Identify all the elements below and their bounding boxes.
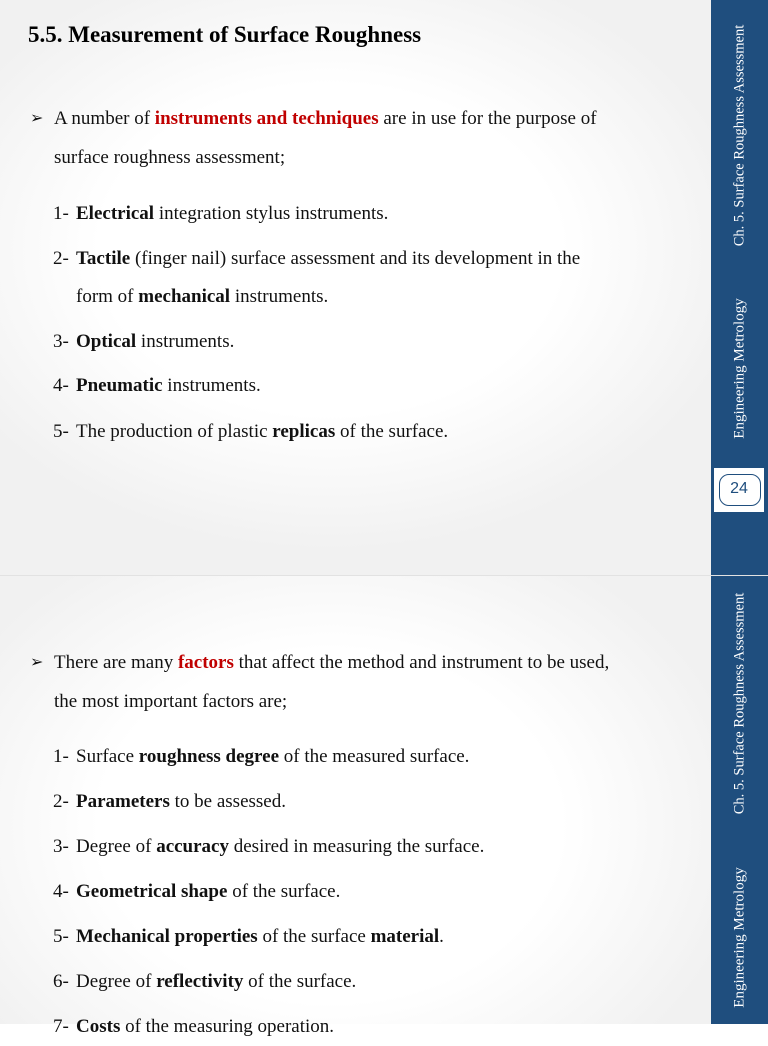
list-item: 7-Costs of the measuring operation. <box>53 1016 335 1037</box>
list-item: 1-Surface roughness degree of the measured surface. <box>53 746 470 767</box>
slide-title: 5.5. Measurement of Surface Roughness <box>28 22 422 47</box>
list-item: 3-Degree of accuracy desired in measuring the surface. <box>53 836 485 857</box>
arrow-bullet-icon: ➢ <box>30 652 44 671</box>
highlight-text: instruments and techniques <box>154 108 379 129</box>
course-label: Engineering Metrology <box>731 297 748 439</box>
list-item: 6-Degree of reflectivity of the surface. <box>53 971 357 992</box>
page-number: 24 <box>730 480 748 497</box>
list-item: 4-Pneumatic instruments. <box>53 375 261 396</box>
arrow-bullet-icon: ➢ <box>30 108 44 127</box>
list-item: 4-Geometrical shape of the surface. <box>53 881 341 902</box>
slide-sidebar <box>711 576 768 1024</box>
intro-paragraph: ➢ There are many factors that affect the method and instrument to be used, the most important factors are; <box>30 642 682 721</box>
list-item: 5-The production of plastic replicas of the surface. <box>53 421 449 442</box>
chapter-label: Ch. 5. Surface Roughness Assessment <box>730 24 747 246</box>
page-number-badge <box>714 468 764 512</box>
list-item: 2-Tactile (finger nail) surface assessment and its development in the form of mechanical instruments. <box>53 248 581 307</box>
list-item: 5-Mechanical properties of the surface material. <box>53 926 444 947</box>
course-label: Engineering Metrology <box>731 866 748 1008</box>
list-item: 1-Electrical integration stylus instruments. <box>53 203 389 224</box>
chapter-label: Ch. 5. Surface Roughness Assessment <box>730 592 747 814</box>
slide-25 <box>0 576 768 1037</box>
highlight-text: factors <box>177 652 234 673</box>
list-item: 2-Parameters to be assessed. <box>53 791 286 812</box>
list-item: 3-Optical instruments. <box>53 331 235 352</box>
intro-paragraph: ➢ A number of instruments and techniques are in use for the purpose of surface roughness assessment; <box>30 98 682 177</box>
